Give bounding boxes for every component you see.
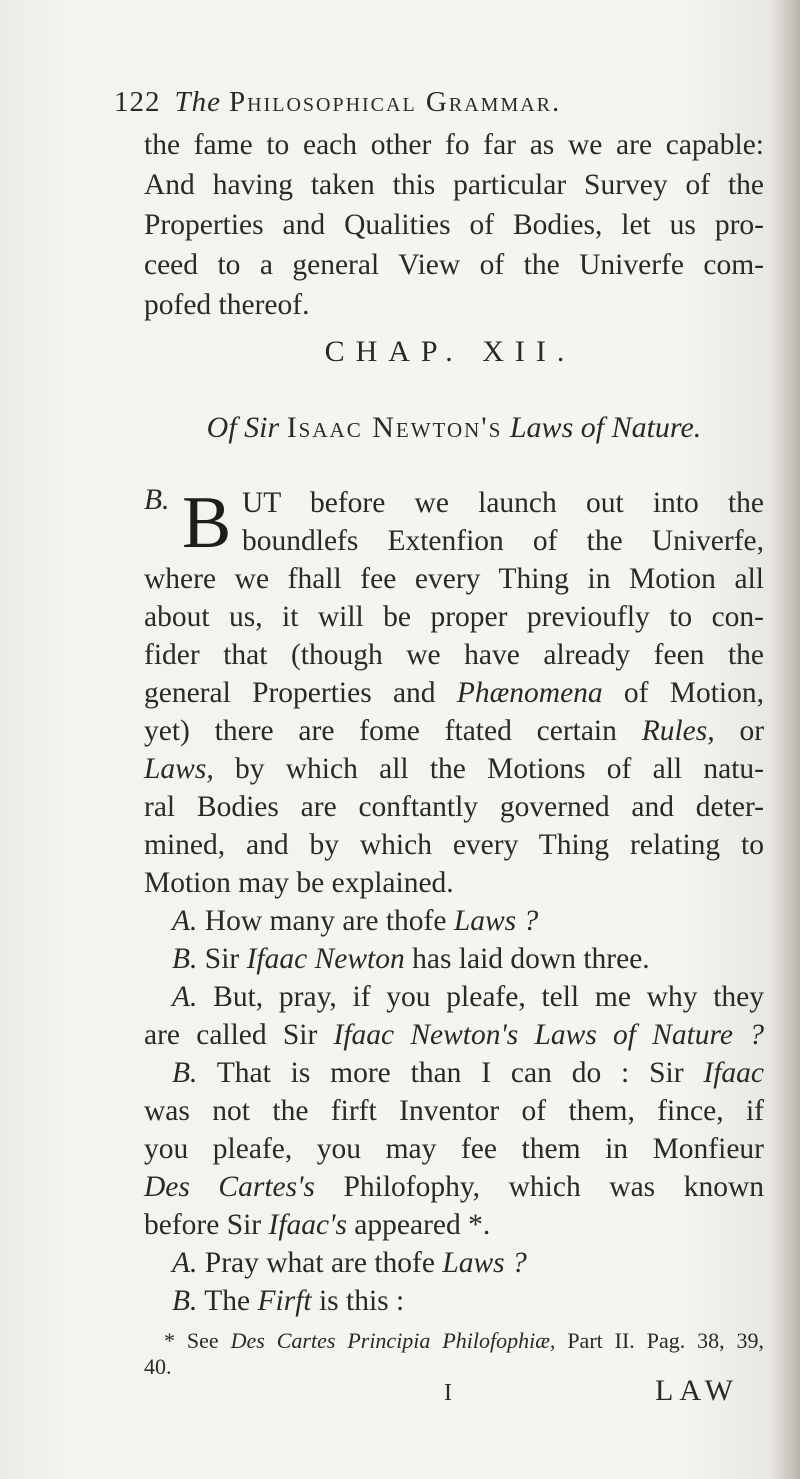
body-line-6: general Properties and Phænomena of Motion, xyxy=(144,677,765,709)
body-line-3: where we fhall fee every Thing in Motion all xyxy=(144,563,764,595)
dialogue-b2-line-3: you pleafe, you may fee them in Monfieur xyxy=(144,1133,764,1165)
body-line-9: ral Bodies are conftantly governed and deter- xyxy=(144,791,764,823)
dialogue-a2-line-1: A. But, pray, if you pleafe, tell me why they xyxy=(172,981,764,1013)
chapter-title-of: Of Sir xyxy=(206,411,280,444)
body-line-2: boundlefs Extenfion of the Univerfe, xyxy=(242,525,764,557)
signature-mark: I xyxy=(444,1380,452,1406)
intro-line-3: Properties and Qualities of Bodies, let us pro- xyxy=(144,209,764,241)
dialogue-b1: B. Sir Ifaac Newton has laid down three. xyxy=(172,943,650,975)
running-title: Philosophical Grammar. xyxy=(229,86,562,118)
chapter-title-name: Isaac Newton's xyxy=(286,411,503,444)
drop-cap: B xyxy=(182,482,232,564)
body-line-7: yet) there are fome ftated certain Rules, or xyxy=(144,715,765,747)
body-line-8: Laws, by which all the Motions of all natu- xyxy=(144,753,765,785)
dialogue-b2-line-2: was not the firft Inventor of them, fince, if xyxy=(144,1095,764,1127)
chapter-title xyxy=(144,411,764,445)
catchword: LAW xyxy=(655,1374,739,1407)
intro-line-1: the fame to each other fo far as we are capable: xyxy=(144,129,764,161)
body-line-5: fider that (though we have already feen the xyxy=(144,639,764,671)
dialogue-a1: A. How many are thofe Laws ? xyxy=(172,905,539,937)
dialogue-a3: A. Pray what are thofe Laws ? xyxy=(172,1247,527,1279)
chapter-heading: CHAP. XII. xyxy=(324,335,576,368)
page-edge-shadow xyxy=(770,0,800,1479)
speaker-b-label: B. xyxy=(144,484,170,516)
dialogue-a2-line-2: are called Sir Ifaac Newton's Laws of Nature ? xyxy=(144,1019,764,1051)
dialogue-b2-line-1: B. That is more than I can do : Sir Ifaac xyxy=(172,1057,765,1089)
page-number: 122 xyxy=(114,86,161,118)
footnote: * See Des Cartes Principia Philofophiæ, Part II. Pag. 38, 39, xyxy=(164,1328,765,1353)
running-header xyxy=(114,86,754,119)
body-line-4: about us, it will be proper previoufly to con- xyxy=(144,601,764,633)
intro-line-5: pofed thereof. xyxy=(144,289,310,321)
footnote-continuation: 40. xyxy=(144,1354,172,1379)
dialogue-b3: B. The Firft is this : xyxy=(172,1285,405,1317)
body-line-1: UT before we launch out into the xyxy=(242,487,764,519)
chapter-title-rest: Laws of Nature. xyxy=(509,411,702,444)
body-line-10: mined, and by which every Thing relating to xyxy=(144,829,764,861)
header-the: The xyxy=(174,86,221,118)
dialogue-b2-line-4: Des Cartes's Philofophy, which was known xyxy=(144,1171,765,1203)
intro-line-2: And having taken this particular Survey of the xyxy=(144,169,764,201)
dialogue-b2-line-5: before Sir Ifaac's appeared *. xyxy=(144,1209,491,1241)
intro-line-4: ceed to a general View of the Univerfe com- xyxy=(144,249,764,281)
body-line-11: Motion may be explained. xyxy=(144,867,454,899)
